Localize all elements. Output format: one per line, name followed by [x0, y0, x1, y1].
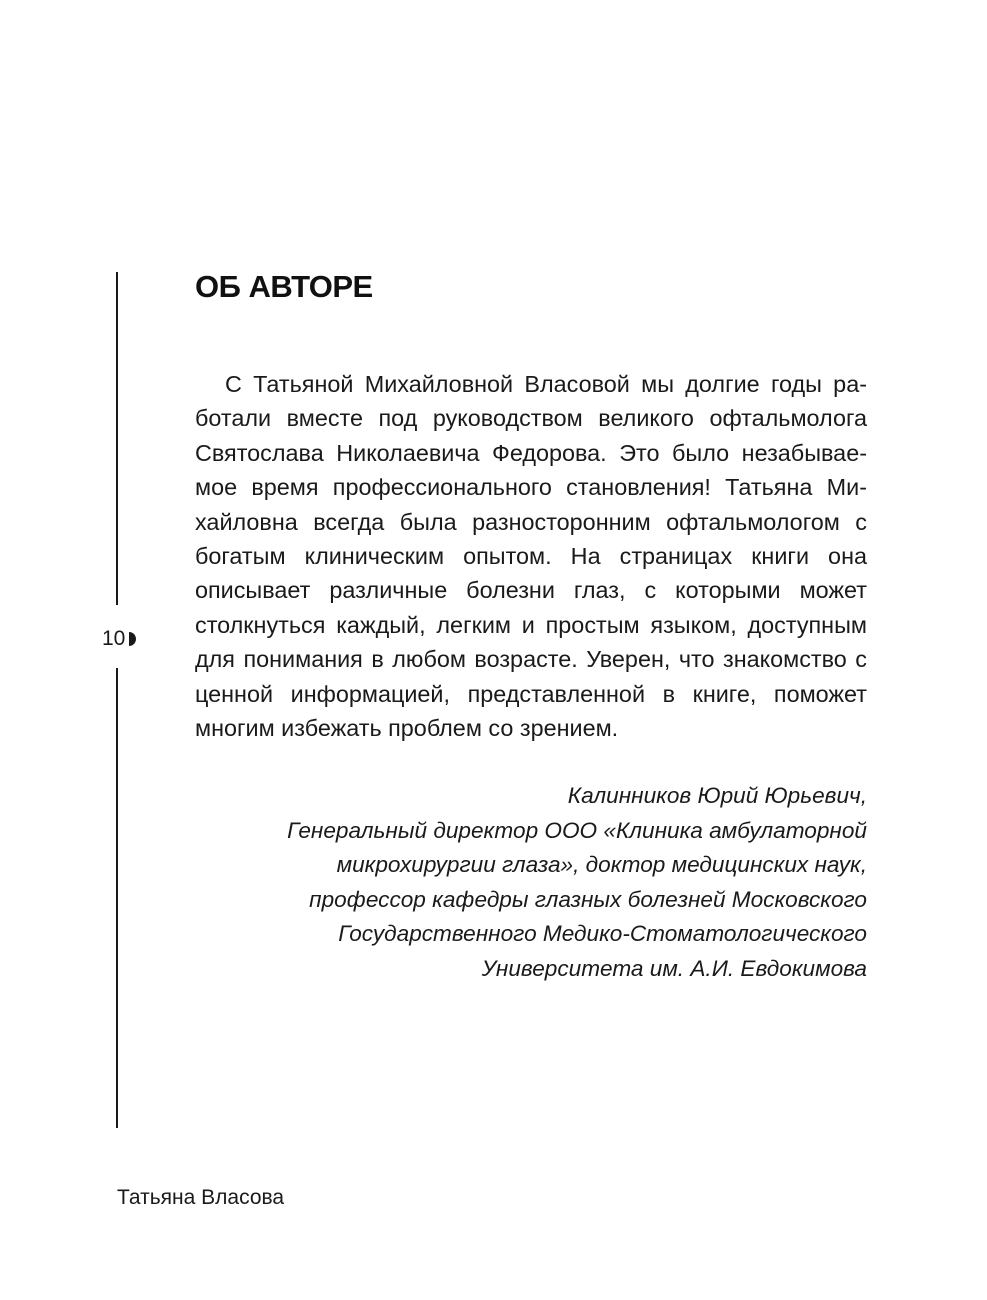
signature-block: [195, 779, 867, 987]
page-title: ОБ АВТОРЕ: [195, 269, 373, 304]
running-footer-author: Татьяна Власова: [117, 1186, 285, 1209]
signature-line: Калинников Юрий Юрьевич,: [567, 783, 867, 808]
margin-rule-bottom: [116, 668, 118, 1128]
page-number-text: 10: [102, 627, 126, 650]
margin-rule-top: [116, 272, 118, 605]
body-paragraph: С Татьяной Михайловной Власовой мы долгие годы работали вместе под руководством великого офтальмолога Святослава Николаевича Федорова. Это было незабываемое время профессионального становления! Татьяна Михайловна всегда была разносторонним офтальмологом с богатым клиническим опытом. На страницах книги она описывает различные болезни глаз, с которыми может столкнуться каждый, легким и простым языком, доступным для понимания в любом возрасте. Уверен, что знакомство с ценной информацией, представленной в книге, поможет многим избежать проблем со зрением.: [195, 371, 867, 742]
half-filled-circle-icon: [128, 631, 138, 647]
signature-line: профессор кафедры глазных болезней Московского: [309, 886, 867, 912]
signature-line: микрохирургии глаза», доктор медицинских наук,: [336, 852, 867, 878]
page-number: [102, 626, 138, 652]
signature-line: Генеральный директор ООО «Клиника амбулаторной: [287, 817, 867, 843]
signature-line: Университета им. А.И. Евдокимова: [481, 955, 867, 981]
signature-line: Государственного Медико-Стоматологического: [338, 921, 867, 947]
